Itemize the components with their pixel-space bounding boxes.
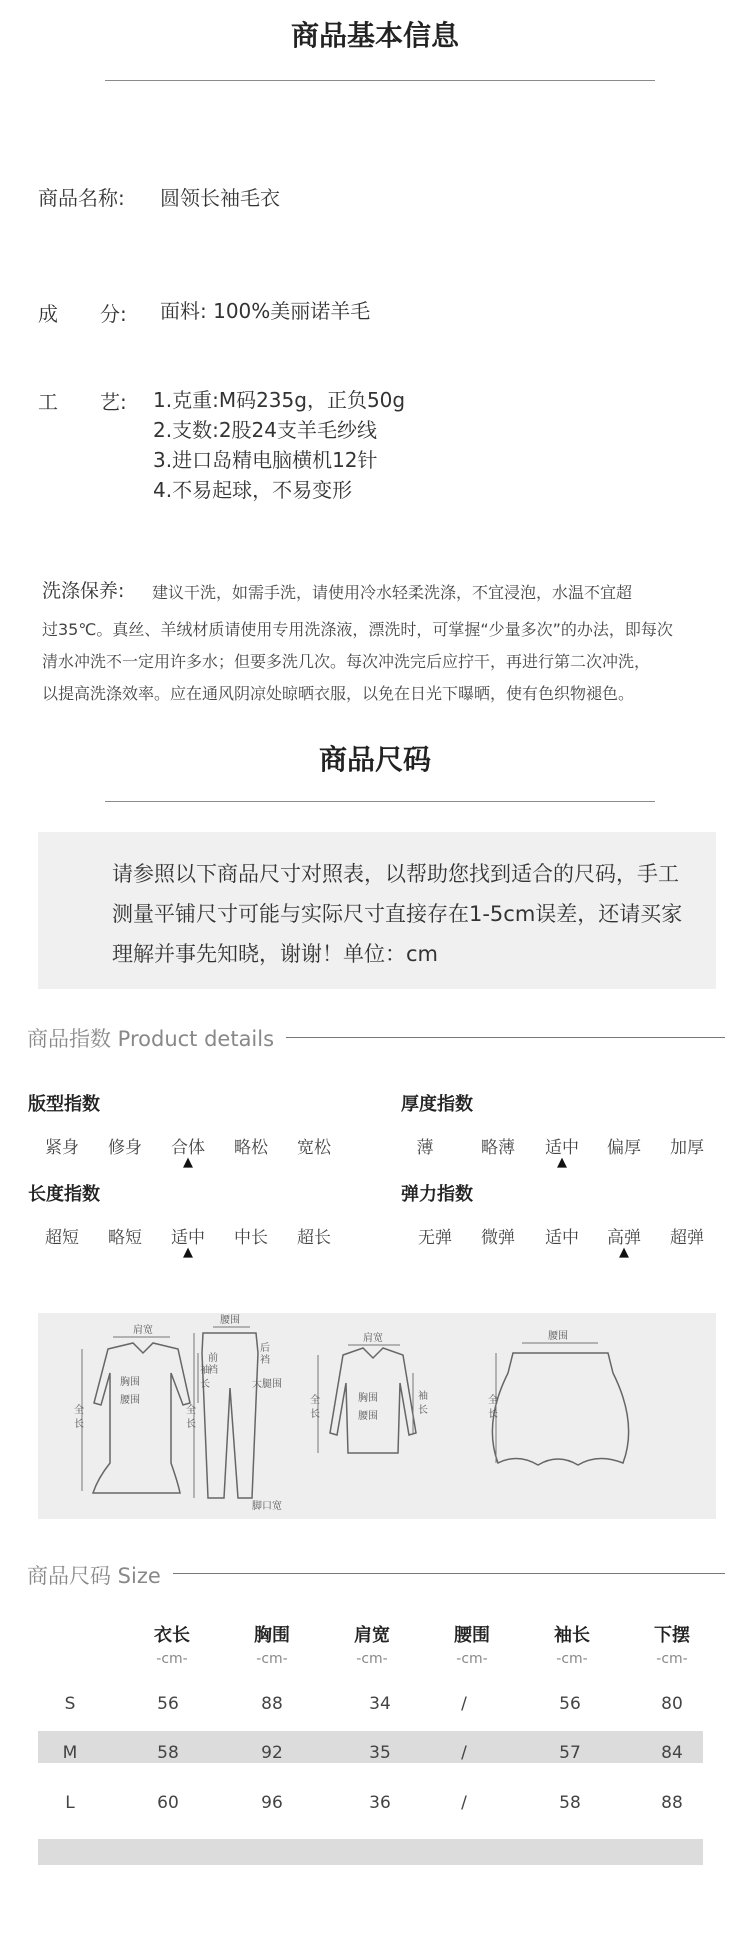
table-cell: 58 (559, 1793, 581, 1813)
header-shoulder: 肩宽 (354, 1625, 390, 1646)
diagram-label-pants-length-b: 长 (186, 1419, 196, 1430)
thickness-index-title: 厚度指数 (401, 1094, 473, 1115)
length-option: 超短 (45, 1228, 79, 1248)
table-cell: / (461, 1743, 467, 1763)
row-highlight-empty (38, 1839, 703, 1865)
table-cell: 84 (661, 1743, 683, 1763)
craft-label-b: 艺: (100, 390, 127, 414)
diagram-label-length-a: 全 (74, 1405, 84, 1416)
diagram-label-shoulder: 肩宽 (133, 1325, 153, 1336)
table-cell: 58 (157, 1743, 179, 1763)
diagram-label-pants-waist: 腰围 (220, 1315, 240, 1326)
care-line: 清水冲洗不一定用许多水；但要多洗几次。每次冲洗完后应拧干，再进行第二次冲洗， (42, 652, 651, 671)
care-line: 过35℃。真丝、羊绒材质请使用专用洗涤液，漂洗时，可掌握“少量多次”的办法，即每次 (42, 620, 673, 639)
diagram-label-crotch-a: 前 (208, 1353, 218, 1364)
table-cell: 56 (157, 1694, 179, 1714)
stretch-option: 超弹 (670, 1228, 704, 1248)
diagram-label-length-b: 长 (74, 1419, 84, 1430)
craft-line: 2.支数:2股24支羊毛纱线 (153, 418, 377, 442)
product-name-label: 商品名称: (38, 186, 125, 210)
stretch-option-selected: 高弹 (607, 1228, 641, 1248)
craft-line: 1.克重:M码235g，正负50g (153, 388, 406, 412)
care-label: 洗涤保养: (42, 580, 125, 602)
fit-index-title: 版型指数 (28, 1094, 100, 1115)
length-marker-icon: ▲ (183, 1245, 193, 1260)
product-name-value: 圆领长袖毛衣 (160, 186, 280, 210)
table-cell: / (461, 1793, 467, 1813)
length-option: 略短 (108, 1228, 142, 1248)
stretch-option: 适中 (545, 1228, 579, 1248)
diagram-label-sleeve-a: 袖 (200, 1365, 210, 1376)
header-sleeve: 袖长 (554, 1625, 590, 1646)
diagram-label-skirt-length-a: 全 (488, 1395, 498, 1406)
length-option: 超长 (297, 1228, 331, 1248)
diagram-label-shirt-shoulder: 肩宽 (363, 1333, 383, 1344)
title-divider (105, 80, 655, 81)
diagram-label-backrise-a: 后 (260, 1343, 270, 1354)
composition-label-b: 分: (100, 302, 127, 326)
thickness-option: 薄 (416, 1138, 434, 1158)
care-line: 建议干洗，如需手洗，请使用冷水轻柔洗涤，不宜浸泡，水温不宜超 (152, 583, 633, 602)
thickness-marker-icon: ▲ (557, 1155, 567, 1170)
notice-line: 请参照以下商品尺寸对照表，以帮助您找到适合的尺码，手工 (112, 862, 679, 886)
header-chest: 胸围 (254, 1625, 290, 1646)
dress-figure (93, 1343, 190, 1493)
fit-option: 略松 (234, 1138, 268, 1158)
stretch-marker-icon: ▲ (619, 1245, 629, 1260)
notice-line: 测量平铺尺寸可能与实际尺寸直接存在1-5cm误差，还请买家 (112, 902, 683, 926)
header-waist: 腰围 (454, 1625, 490, 1646)
fit-option: 修身 (108, 1138, 142, 1158)
unit-label: -cm- (656, 1651, 688, 1667)
stretch-option: 无弹 (418, 1228, 452, 1248)
diagram-label-shirt-chest: 胸围 (358, 1393, 378, 1404)
size-row-label: S (64, 1694, 76, 1714)
table-cell: 88 (661, 1793, 683, 1813)
diagram-label-waist: 腰围 (120, 1395, 140, 1406)
size-row-label: M (62, 1743, 78, 1763)
diagram-label-pants-length-a: 全 (186, 1405, 196, 1416)
skirt-figure (492, 1353, 628, 1465)
stretch-index-title: 弹力指数 (401, 1184, 473, 1205)
size-divider (105, 801, 655, 802)
basic-info-title: 商品基本信息 (290, 19, 459, 52)
length-index-title: 长度指数 (28, 1184, 100, 1205)
craft-label-a: 工 (38, 390, 58, 414)
size-row-label: L (65, 1793, 75, 1813)
thickness-option-selected: 适中 (545, 1138, 579, 1158)
diagram-label-skirt-waist: 腰围 (548, 1331, 568, 1342)
unit-label: -cm- (256, 1651, 288, 1667)
unit-label: -cm- (356, 1651, 388, 1667)
table-cell: / (461, 1694, 467, 1714)
diagram-label-hem: 脚口宽 (252, 1501, 282, 1512)
measurement-diagram (38, 1313, 716, 1519)
diagram-label-shirt-waist: 腰围 (358, 1411, 378, 1422)
diagram-label-shirt-length-a: 全 (310, 1395, 320, 1406)
unit-label: -cm- (456, 1651, 488, 1667)
fit-option: 宽松 (297, 1138, 331, 1158)
composition-label-a: 成 (38, 302, 58, 326)
diagram-label-skirt-length-b: 长 (488, 1409, 498, 1420)
stretch-option: 微弹 (481, 1228, 515, 1248)
table-cell: 35 (369, 1743, 391, 1763)
notice-line: 理解并事先知晓，谢谢！单位：cm (112, 942, 439, 966)
length-option-selected: 适中 (171, 1228, 205, 1248)
unit-label: -cm- (556, 1651, 588, 1667)
fit-option: 紧身 (45, 1138, 79, 1158)
diagram-label-shirt-sleeve-a: 袖 (418, 1391, 428, 1402)
table-cell: 92 (261, 1743, 283, 1763)
size-section-title: 商品尺码 (318, 743, 431, 776)
table-cell: 56 (559, 1694, 581, 1714)
diagram-label-thigh: 大腿围 (252, 1379, 282, 1390)
table-cell: 80 (661, 1694, 683, 1714)
table-cell: 36 (369, 1793, 391, 1813)
size-table-title: 商品尺码 Size (27, 1560, 173, 1590)
table-cell: 88 (261, 1694, 283, 1714)
fit-option-selected: 合体 (171, 1138, 205, 1158)
thickness-option: 略薄 (481, 1138, 515, 1158)
fit-marker-icon: ▲ (183, 1155, 193, 1170)
table-cell: 34 (369, 1694, 391, 1714)
craft-line: 4.不易起球，不易变形 (153, 478, 353, 502)
header-hem: 下摆 (654, 1625, 690, 1646)
table-cell: 96 (261, 1793, 283, 1813)
composition-value: 面料: 100%美丽诺羊毛 (160, 299, 371, 323)
table-cell: 57 (559, 1743, 581, 1763)
diagram-label-shirt-sleeve-b: 长 (418, 1405, 428, 1416)
craft-line: 3.进口岛精电脑横机12针 (153, 448, 378, 472)
unit-label: -cm- (156, 1651, 188, 1667)
table-cell: 60 (157, 1793, 179, 1813)
length-option: 中长 (234, 1228, 268, 1248)
care-line: 以提高洗涤效率。应在通风阴凉处晾晒衣服，以免在日光下曝晒，使有色织物褪色。 (42, 684, 635, 703)
diagram-label-backrise-b: 裆 (260, 1355, 270, 1366)
diagram-label-crotch-b: 裆 (208, 1365, 218, 1376)
diagram-label-sleeve-b: 长 (200, 1379, 210, 1390)
thickness-option: 偏厚 (607, 1138, 641, 1158)
header-length: 衣长 (154, 1625, 190, 1646)
details-title: 商品指数 Product details (27, 1023, 286, 1053)
thickness-option: 加厚 (670, 1138, 704, 1158)
diagram-label-chest: 胸围 (120, 1377, 140, 1388)
diagram-label-shirt-length-b: 长 (310, 1409, 320, 1420)
